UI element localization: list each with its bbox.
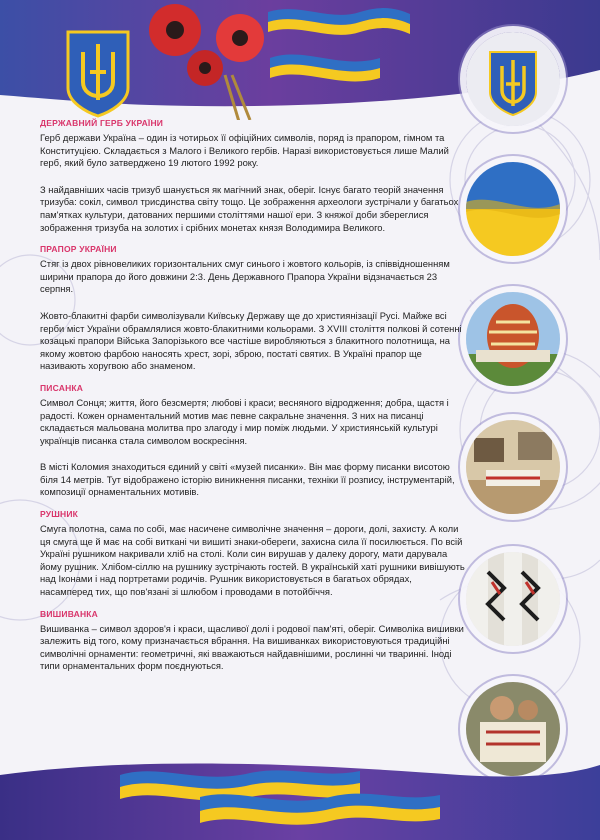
section-title: ПИСАНКА <box>40 382 84 393</box>
main-content <box>40 118 465 687</box>
trident-coat-of-arms-icon <box>68 32 128 116</box>
footer-banner <box>0 735 600 840</box>
paragraph: Стяг із двох рівновеликих горизонтальних смуг синього і жовтого кольорів, із співвідношенням ширини прапора до його довжини 2:3. День Державного Прапора України відзначається 23 серпня. <box>40 258 450 295</box>
section-rushnyk <box>40 509 465 599</box>
section-title: РУШНИК <box>40 509 79 520</box>
section-title: ВИШИВАНКА <box>40 608 99 619</box>
paragraph: Смуга полотна, сама по собі, має насичене символічне значення – дороги, долі, захисту. А коли ця смуга ще й має на собі виткані чи вишиті знаки-обереги, захисна сила її посилюється. По всій Україні рушником накривали хліб на столі. Коли син вирушав у далеку дорогу, мати дарувала йому рушник. Хлібом-сіллю на рушнику зустрічають гостей. В українській хаті рушники вивішують над Іконами і над портретами родичів. Рушник використовується в багатьох обрядах, насамперед тих, що пов'язані зі шлюбом і проводами в потойбіччя. <box>40 523 465 598</box>
paragraph: Символ Сонця; життя, його безсмертя; любові і краси; весняного відродження; добра, щастя і радості. Кожен орнаментальний мотив має певне сакральне значення. З них на писанці складається мальована молитва про злагоду і мир поміж людьми. У християнській культурі українців писанка стала символом воскресіння. <box>40 396 449 446</box>
section-title: ПРАПОР УКРАЇНИ <box>40 244 117 255</box>
paragraph: В місті Коломия знаходиться єдиний у світі «музей писанки». Він має форму писанки висотою біля 14 метрів. Тут відображено історію виникнення писанки, техніки її розпису, інструментарій, композиції орнаментальних мотивів. <box>40 461 455 498</box>
section-title: ДЕРЖАВНИЙ ГЕРБ УКРАЇНИ <box>40 118 164 128</box>
paragraph: Жовто-блакитні фарби символізували Київську Державу ще до християнізації Русі. Майже всі герби міст України обрамлялися жовто-блакитними кольорами. З XVIII століття полкові й сотенні козацькі прапори Війська Запорізького все частіше виробляються з блакитного полотнища, на якому жовтою фарбою наносять хрест, зорі, зброю, постаті святих. В Україні прапор ще називають хоругвою або знаменом. <box>40 309 462 372</box>
section-coat-of-arms <box>40 118 465 234</box>
embroidered-towel-medallion-icon <box>466 552 560 646</box>
flag-medallion-icon <box>466 162 560 256</box>
pysanka-museum-medallion-icon <box>466 292 560 386</box>
paragraph: Вишиванка – символ здоров'я і краси, щасливої долі і родової пам'яті, оберіг. Символіка вишивки залежить від того, кому призначається вбрання. На вишиванках використовуються традиційні символічні орнаменти: геометричні, які вважаються найдавнішими, рослинні чи тваринні. Іноді типи орнаментальних форм поєднуються. <box>40 622 464 672</box>
paragraph: Герб держави Україна – один із чотирьох її офіційних символів, поряд із прапором, гімном та Конституцією. Складається з Малого і Великого гербів. Наразі використовується лише Малий герб, який було затверджено 19 лютого 1992 року. <box>40 132 449 169</box>
paragraph: З найдавніших часів тризуб шанується як магічний знак, оберіг. Існує багато теорій значення тризуба: сокіл, символ трисдинства світу тощо. Це зображення археологи зустрічали у багатьох пам'ятках культури, датованих першими століттями нашої ери. З княжої доби збереглися зображення тризуба на золотих і срібних монетах князя Володимира Великого. <box>40 183 459 233</box>
section-vyshyvanka <box>40 609 465 673</box>
interior-medallion-icon <box>466 420 560 514</box>
section-pysanka <box>40 383 465 499</box>
trident-medallion-icon <box>466 32 560 126</box>
section-flag <box>40 244 465 373</box>
